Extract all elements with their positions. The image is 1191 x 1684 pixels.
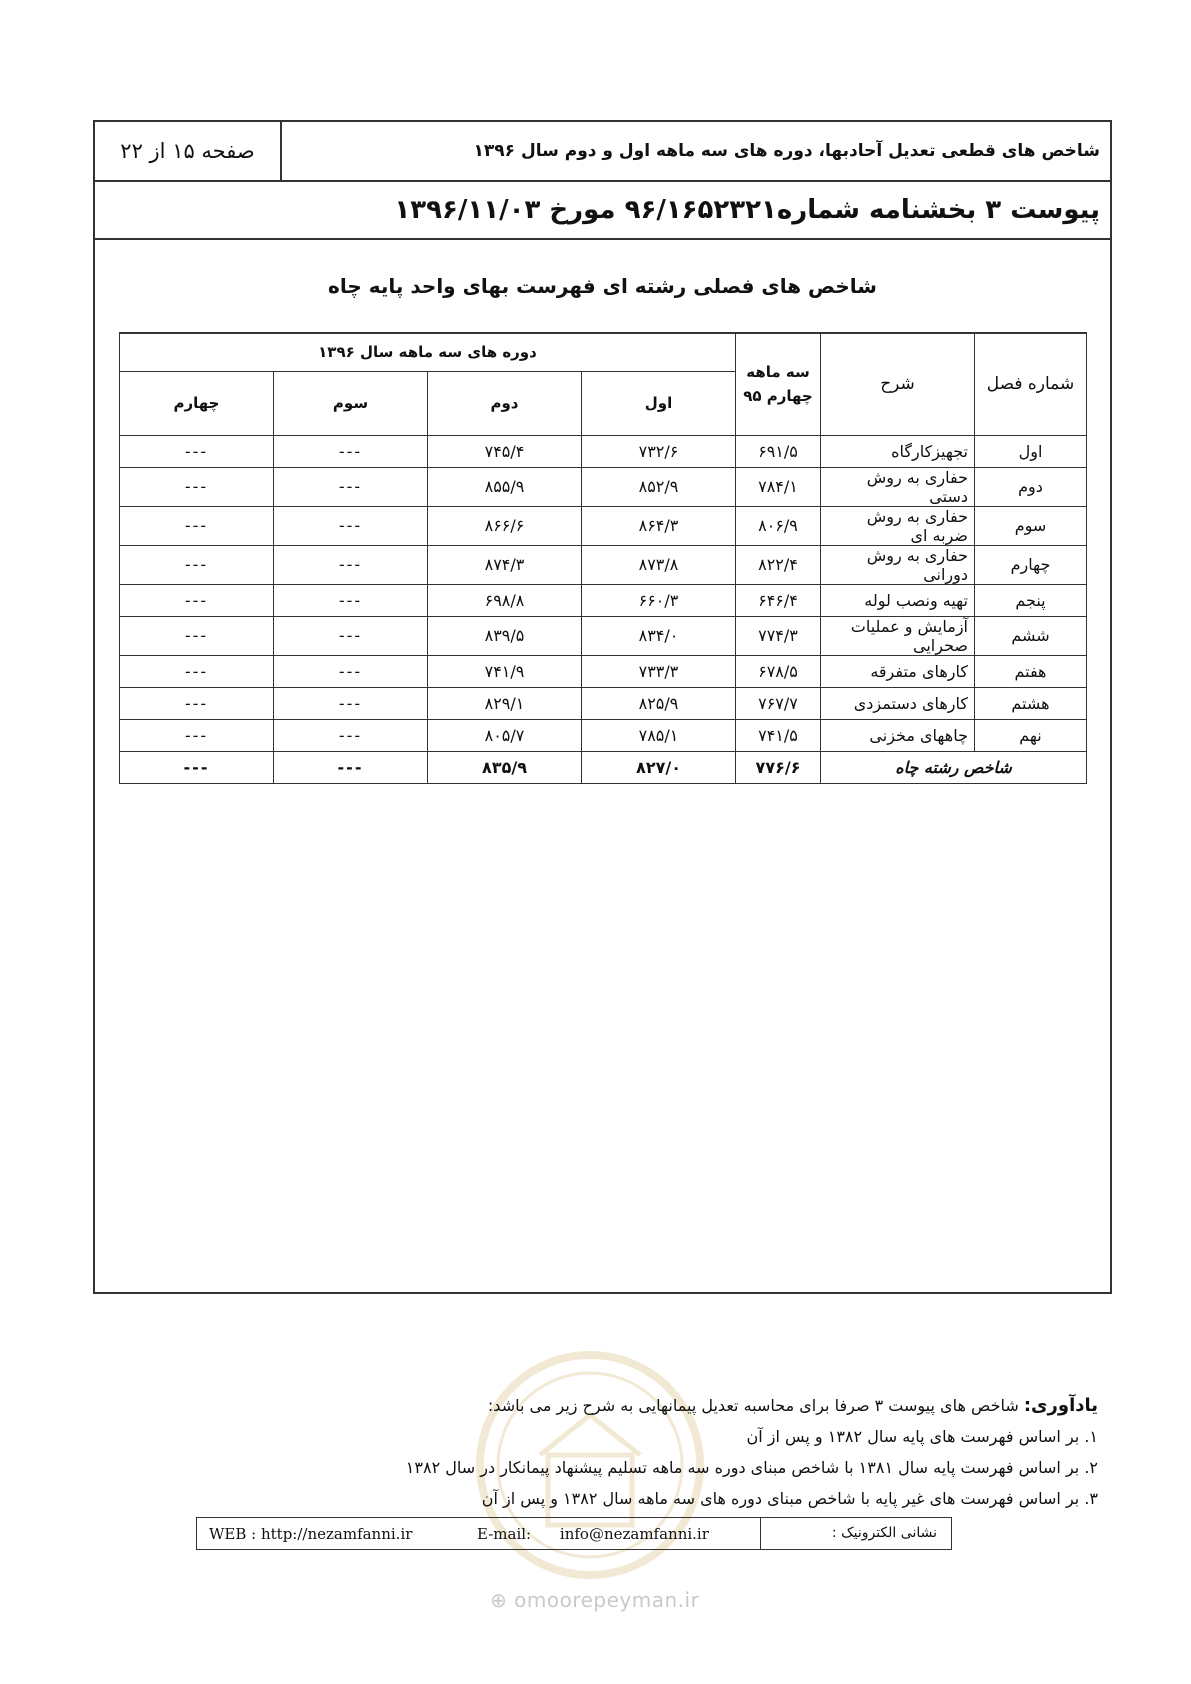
base-quarter-line1: سه ماهه <box>746 363 810 382</box>
total-base: ۷۷۶/۶ <box>736 751 821 783</box>
cell-q1: ۸۵۲/۹ <box>582 467 736 506</box>
footer-email-label: E-mail: <box>477 1525 532 1543</box>
cell-q4: --- <box>120 616 274 655</box>
notes-intro: شاخص های پیوست ۳ صرفا برای محاسبه تعدیل پیمانهایی به شرح زیر می باشد: <box>487 1396 1019 1415</box>
cell-q4: --- <box>120 584 274 616</box>
watermark: ⊕ omoorepeyman.ir <box>490 1588 700 1612</box>
cell-chapter: هفتم <box>975 655 1087 687</box>
table-row <box>120 467 1087 506</box>
col-header-q2: دوم <box>428 371 582 435</box>
table-row <box>120 719 1087 751</box>
cell-q1: ۸۷۳/۸ <box>582 545 736 584</box>
cell-q2: ۸۰۵/۷ <box>428 719 582 751</box>
index-table <box>119 332 1087 784</box>
cell-description: آزمایش و عملیات صحرایی <box>821 616 975 655</box>
cell-q3: --- <box>274 655 428 687</box>
table-row <box>120 616 1087 655</box>
cell-q2: ۸۷۴/۳ <box>428 545 582 584</box>
watermark-text: omoorepeyman.ir <box>514 1588 700 1612</box>
total-label: شاخص رشته چاه <box>821 751 1087 783</box>
cell-description: کارهای متفرقه <box>821 655 975 687</box>
total-q4: --- <box>120 751 274 783</box>
col-header-q1: اول <box>582 371 736 435</box>
table-row <box>120 435 1087 467</box>
cell-description: کارهای دستمزدی <box>821 687 975 719</box>
cell-base: ۷۸۴/۱ <box>736 467 821 506</box>
cell-q2: ۸۶۶/۶ <box>428 506 582 545</box>
header-row <box>95 122 1110 182</box>
cell-q1: ۷۳۲/۶ <box>582 435 736 467</box>
cell-description: تهیه ونصب لوله <box>821 584 975 616</box>
cell-chapter: اول <box>975 435 1087 467</box>
cell-q1: ۸۶۴/۳ <box>582 506 736 545</box>
cell-description: حفاری به روش دورانی <box>821 545 975 584</box>
col-header-base-quarter <box>736 333 821 435</box>
table-total-row <box>120 751 1087 783</box>
cell-chapter: دوم <box>975 467 1087 506</box>
col-header-q3: سوم <box>274 371 428 435</box>
notes-item: ۳. بر اساس فهرست های غیر پایه با شاخص مبنای دوره های سه ماهه سال ۱۳۸۲ و پس از آن <box>481 1489 1098 1508</box>
cell-chapter: هشتم <box>975 687 1087 719</box>
cell-q3: --- <box>274 506 428 545</box>
table-row <box>120 584 1087 616</box>
table-row <box>120 545 1087 584</box>
cell-base: ۷۷۴/۳ <box>736 616 821 655</box>
cell-base: ۸۰۶/۹ <box>736 506 821 545</box>
cell-q3: --- <box>274 545 428 584</box>
cell-q2: ۸۳۹/۵ <box>428 616 582 655</box>
cell-q4: --- <box>120 687 274 719</box>
footer-email-line <box>477 1525 709 1543</box>
footer-divider <box>760 1518 761 1549</box>
cell-base: ۸۲۲/۴ <box>736 545 821 584</box>
footer-web[interactable]: WEB : http://nezamfanni.ir <box>209 1525 413 1543</box>
cell-base: ۶۹۱/۵ <box>736 435 821 467</box>
cell-q4: --- <box>120 719 274 751</box>
cell-description: چاههای مخزنی <box>821 719 975 751</box>
total-q3: --- <box>274 751 428 783</box>
cell-description: حفاری به روش دستی <box>821 467 975 506</box>
cell-q3: --- <box>274 584 428 616</box>
cell-chapter: نهم <box>975 719 1087 751</box>
cell-q4: --- <box>120 435 274 467</box>
cell-q1: ۸۲۵/۹ <box>582 687 736 719</box>
cell-q4: --- <box>120 545 274 584</box>
cell-q2: ۸۵۵/۹ <box>428 467 582 506</box>
notes-item: ۱. بر اساس فهرست های پایه سال ۱۳۸۲ و پس از آن <box>746 1427 1098 1446</box>
cell-description: تجهیزکارگاه <box>821 435 975 467</box>
total-q2: ۸۳۵/۹ <box>428 751 582 783</box>
cell-q4: --- <box>120 655 274 687</box>
cell-q2: ۷۴۵/۴ <box>428 435 582 467</box>
cell-base: ۷۶۷/۷ <box>736 687 821 719</box>
notes-intro-line <box>198 1390 1098 1421</box>
cell-q3: --- <box>274 719 428 751</box>
cell-q2: ۶۹۸/۸ <box>428 584 582 616</box>
document-title: شاخص های قطعی تعدیل آحادبها، دوره های سه ماهه اول و دوم سال ۱۳۹۶ <box>473 141 1100 161</box>
cell-q4: --- <box>120 467 274 506</box>
cell-q1: ۷۸۵/۱ <box>582 719 736 751</box>
cell-q1: ۸۳۴/۰ <box>582 616 736 655</box>
document-subtitle: پیوست ۳ بخشنامه شماره۹۶/۱۶۵۲۳۲۱ مورخ ۱۳۹۶/۱۱/۰۳ <box>95 182 1110 240</box>
table-row <box>120 655 1087 687</box>
cell-description: حفاری به روش ضربه ای <box>821 506 975 545</box>
base-quarter-line2: چهارم ۹۵ <box>743 387 813 406</box>
table-row <box>120 687 1087 719</box>
footer-contact-box <box>196 1517 952 1550</box>
cell-chapter: چهارم <box>975 545 1087 584</box>
cell-chapter: سوم <box>975 506 1087 545</box>
cell-q4: --- <box>120 506 274 545</box>
total-q1: ۸۲۷/۰ <box>582 751 736 783</box>
cell-q3: --- <box>274 435 428 467</box>
col-header-chapter: شماره فصل <box>975 333 1087 435</box>
notes-item: ۲. بر اساس فهرست پایه سال ۱۳۸۱ با شاخص مبنای دوره سه ماهه تسلیم پیشنهاد پیمانکار در سال ۱۳۸۲ <box>405 1458 1098 1477</box>
cell-base: ۷۴۱/۵ <box>736 719 821 751</box>
cell-q1: ۶۶۰/۳ <box>582 584 736 616</box>
table-title: شاخص های فصلی رشته ای فهرست بهای واحد پایه چاه <box>328 274 877 298</box>
footer-email[interactable]: info@nezamfanni.ir <box>559 1525 709 1543</box>
page-number: صفحه ۱۵ از ۲۲ <box>95 122 282 180</box>
col-header-q4: چهارم <box>120 371 274 435</box>
cell-chapter: پنجم <box>975 584 1087 616</box>
footer-address-label: نشانی الکترونیک : <box>831 1525 937 1541</box>
table-row <box>120 506 1087 545</box>
cell-base: ۶۴۶/۴ <box>736 584 821 616</box>
cell-base: ۶۷۸/۵ <box>736 655 821 687</box>
cell-chapter: ششم <box>975 616 1087 655</box>
cell-q3: --- <box>274 467 428 506</box>
cell-q2: ۷۴۱/۹ <box>428 655 582 687</box>
notes-section <box>198 1390 1098 1514</box>
cell-q1: ۷۳۳/۳ <box>582 655 736 687</box>
cell-q3: --- <box>274 687 428 719</box>
cell-q2: ۸۲۹/۱ <box>428 687 582 719</box>
cell-q3: --- <box>274 616 428 655</box>
table-body <box>120 435 1087 783</box>
col-header-quarters-group: دوره های سه ماهه سال ۱۳۹۶ <box>120 333 736 371</box>
col-header-description: شرح <box>821 333 975 435</box>
notes-lead: یادآوری: <box>1023 1395 1098 1416</box>
page-frame <box>93 120 1112 1294</box>
